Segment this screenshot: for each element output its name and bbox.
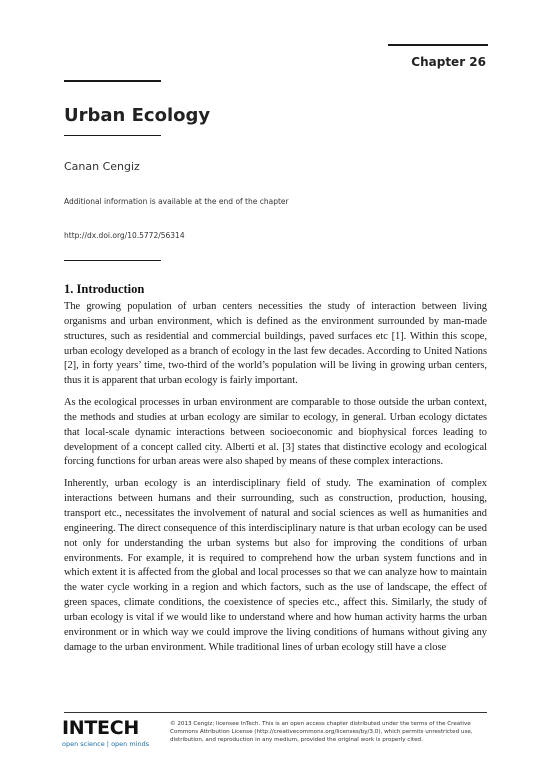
additional-info: Additional information is available at the end of the chapter [64,197,289,206]
title-top-rule [64,80,161,82]
section-rule [64,260,161,261]
logo-name: INTECH [62,717,139,739]
intech-logo [62,718,152,758]
footer-rule [64,712,487,713]
chapter-label: Chapter 26 [411,55,486,69]
license-text: © 2013 Cengiz; licensee InTech. This is an open access chapter distributed under the terms of the Creative Commons Attribution License (http://creativecommons.org/licenses/by/3.0), which permits unrestricted use, distribution, and reproduction in any medium, provided the original work is properly cited. [170,721,473,743]
chapter-title: Urban Ecology [64,105,211,126]
section-heading: 1. Introduction [64,282,145,296]
paragraph: The growing population of urban centers necessities the study of interaction between living organisms and urban environment, which is defined as the environment surrounded by man-made structures, such as residential and commercial buildings, paved surfaces etc [1]. Within this scope, urban ecology developed as a branch of ecology in the last few decades. According to United Nations [2], in forty years’ time, two-third of the world’s population will be living in growing urban centers, thus it is apparent that urban ecology is fairly important. [64,301,487,387]
paragraph: Inherently, urban ecology is an interdisciplinary field of study. The examination of complex interactions between humans and their surrounding, such as construction, production, housing, transport etc., necessitates the involvement of natural and social sciences as well as humanities and engineering. The direct consequence of this interdisciplinary nature is that urban ecology can be used not only for understanding the urban systems but also for improving the conditions of urban environments. For example, it is required to comprehend how the urban system functions and in which extent it is affected from the global and local processes so that we can analyze how to maintain the water cycle working in a region and which factors, such as the use of landscape, the effect of green spaces, climate conditions, the coexistence of species etc., affect this. Similarly, the study of urban ecology is vital if we would like to understand where and how human activity harms the urban environment or in which way we could improve the living conditions of humans without giving any damage to the urban environment. While traditional lines of urban ecology still have a close [64,478,487,653]
author-name: Canan Cengiz [64,160,140,173]
doi-link[interactable]: http://dx.doi.org/10.5772/56314 [64,231,185,240]
title-bottom-rule [64,135,161,136]
header-rule [388,44,488,46]
logo-tagline: open science | open minds [62,740,150,748]
body-text [64,300,487,662]
paragraph: As the ecological processes in urban environment are comparable to those outside the urban context, the methods and studies at urban ecology are similar to ecology, in general. Urban ecology dictates that local-scale dynamic interactions between socioeconomic and biophysical forces leading to development of a concept called city. Alberti et al. [3] states that distinctive ecology and ecological forcing functions for urban areas were also shaped by means of these complex interactions. [64,397,487,468]
